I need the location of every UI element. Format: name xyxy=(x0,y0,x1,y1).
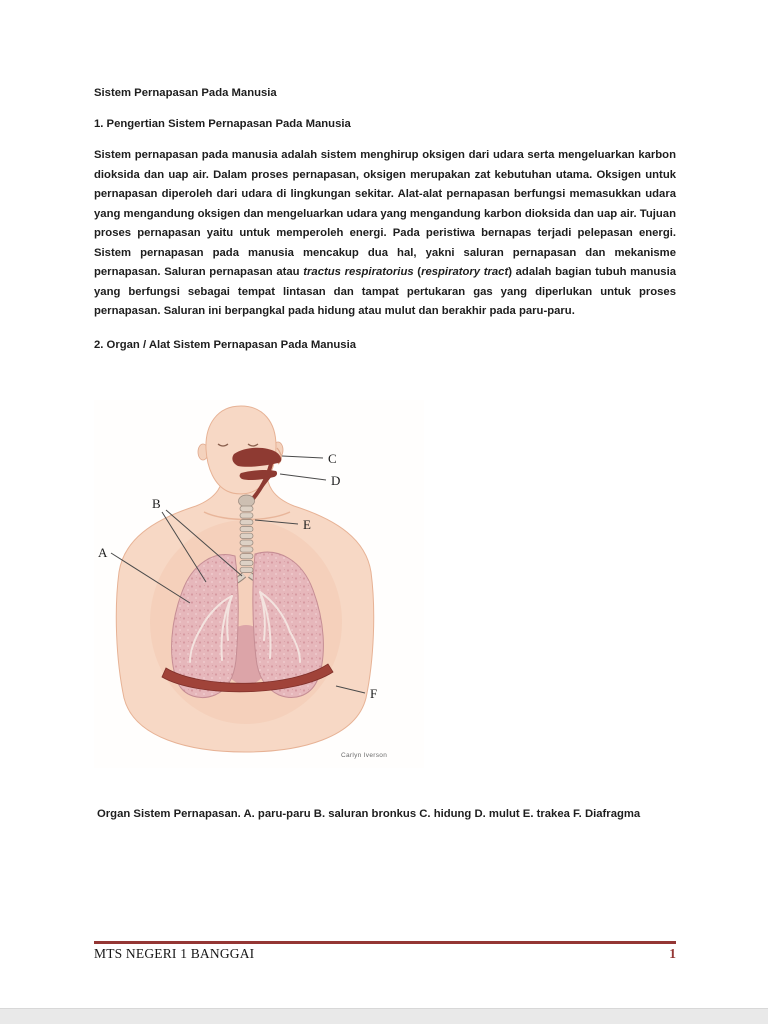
figure-caption: Organ Sistem Pernapasan. A. paru-paru B. saluran bronkus C. hidung D. mulut E. trakea F. Diafragma xyxy=(97,807,641,820)
respiratory-figure xyxy=(94,400,424,768)
document-title: Sistem Pernapasan Pada Manusia xyxy=(94,87,277,99)
figure-label-b: B xyxy=(152,495,161,511)
english-term: respiratory tract xyxy=(421,266,509,278)
respiratory-system-illustration xyxy=(94,400,424,768)
figure-label-d: D xyxy=(331,472,341,488)
page-bottom-edge xyxy=(0,1008,768,1024)
paragraph-text: ( xyxy=(413,266,422,278)
paragraph-text: ) adalah bagian tubuh manusia yang berfungsi sebagai tempat lintasan dan tampat pertukaran gas yang diperlukan untuk proses pernapasan. Saluran ini berpangkal pada hidung atau mulut dan berakhir pada paru-paru. xyxy=(94,266,676,317)
figure-label-e: E xyxy=(303,516,311,532)
section-1-paragraph xyxy=(94,146,676,322)
larynx xyxy=(239,495,255,507)
footer-row xyxy=(94,946,676,962)
figure-label-c: C xyxy=(328,450,337,466)
paragraph-text: Sistem pernapasan pada manusia adalah sistem menghirup oksigen dari udara serta mengeluarkan karbon dioksida dan uap air. Dalam proses pernapasan, oksigen merupakan zat kebutuhan utama. Oksigen untuk pernapasan diperoleh dari udara di lingkungan sekitar. Alat-alat pernapasan berfungsi memasukkan udara yang mengandung oksigen dan mengeluarkan udara yang mengandung karbon dioksida dan uap air. Tujuan proses pernapasan yaitu untuk memperoleh energi. Pada peristiwa bernapas terjadi pelepasan energi. Sistem pernapasan pada manusia mencakup dua hal, yakni saluran pernapasan dan mekanisme pernapasan. Saluran pernapasan atau xyxy=(94,149,676,278)
page-content xyxy=(94,0,676,824)
footer-divider xyxy=(94,941,676,944)
figure-label-f: F xyxy=(370,685,378,701)
section-1-heading: 1. Pengertian Sistem Pernapasan Pada Manusia xyxy=(94,118,351,130)
illustrator-credit: Carlyn Iverson xyxy=(341,751,388,759)
footer-page-number: 1 xyxy=(669,946,676,961)
section-2-heading: 2. Organ / Alat Sistem Pernapasan Pada Manusia xyxy=(94,338,357,351)
page-footer xyxy=(94,941,676,962)
latin-term: tractus respiratorius xyxy=(303,266,414,278)
footer-school-name: MTS NEGERI 1 BANGGAI xyxy=(94,946,255,961)
figure-label-a: A xyxy=(98,544,108,560)
